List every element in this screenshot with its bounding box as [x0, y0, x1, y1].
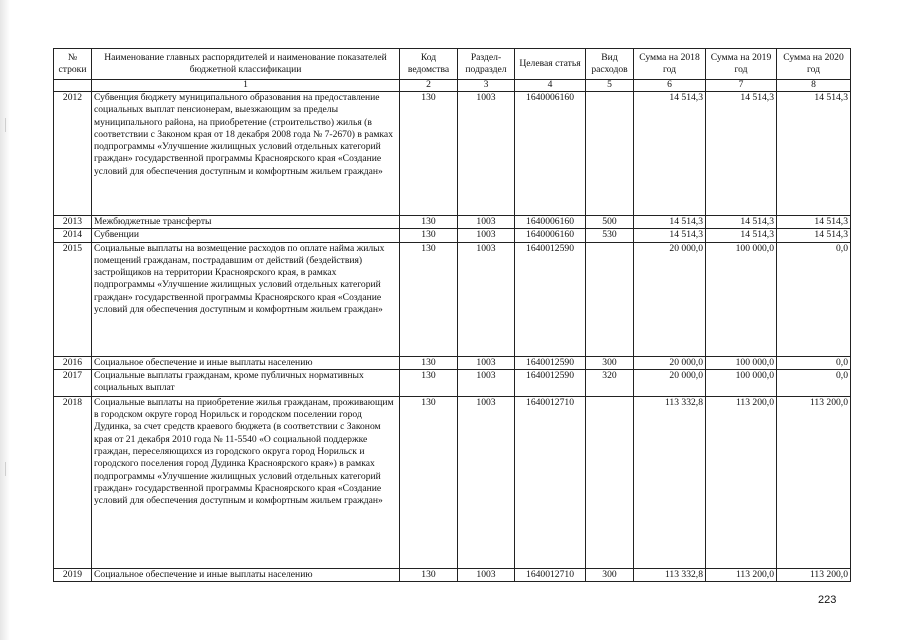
column-number: 6	[634, 80, 706, 92]
cell-sum-2019: 113 200,0	[706, 396, 777, 568]
cell-section: 1003	[458, 568, 515, 581]
cell-sum-2018: 14 514,3	[634, 216, 706, 229]
cell-sum-2019: 14 514,3	[706, 216, 777, 229]
cell-sum-2018: 20 000,0	[634, 369, 706, 396]
cell-line-number: 2012	[54, 92, 92, 216]
cell-dept-code: 130	[400, 216, 458, 229]
column-number: 5	[586, 80, 634, 92]
cell-line-number: 2019	[54, 568, 92, 581]
cell-dept-code: 130	[400, 356, 458, 369]
column-number: 2	[400, 80, 458, 92]
cell-expense-type: 320	[586, 369, 634, 396]
cell-line-number: 2014	[54, 229, 92, 242]
cell-line-number: 2015	[54, 242, 92, 356]
cell-dept-code: 130	[400, 396, 458, 568]
header-dept-code: Код ведомства	[400, 49, 458, 80]
cell-line-number: 2013	[54, 216, 92, 229]
table-row	[54, 242, 851, 356]
column-number: 3	[458, 80, 515, 92]
column-number	[54, 80, 92, 92]
header-line-number: № строки	[54, 49, 92, 80]
cell-target-article: 1640012590	[515, 242, 586, 356]
cell-sum-2020: 0,0	[777, 242, 851, 356]
header-sum-2020: Сумма на 2020 год	[777, 49, 851, 80]
cell-target-article: 1640006160	[515, 92, 586, 216]
cell-section: 1003	[458, 356, 515, 369]
cell-expense-type	[586, 92, 634, 216]
cell-name: Социальные выплаты на возмещение расходов по оплате найма жилых помещений гражданам, пострадавшим от действий (бездействия) застройщиков на территории Красноярского края, в рамках подпрограммы «Улучшение жилищных условий отдельных категорий граждан» государственной программы Красноярского края «Создание условий для обеспечения доступным и комфортным жильем граждан»	[92, 242, 400, 356]
header-row	[54, 49, 851, 80]
cell-section: 1003	[458, 92, 515, 216]
scan-mark	[5, 462, 6, 476]
cell-sum-2019: 100 000,0	[706, 356, 777, 369]
table-row	[54, 92, 851, 216]
cell-sum-2019: 14 514,3	[706, 229, 777, 242]
header-section: Раздел-подраздел	[458, 49, 515, 80]
table-row	[54, 369, 851, 396]
header-expense-type: Вид расходов	[586, 49, 634, 80]
table-row	[54, 396, 851, 568]
page-number: 223	[818, 594, 837, 606]
cell-line-number: 2016	[54, 356, 92, 369]
cell-sum-2020: 113 200,0	[777, 568, 851, 581]
header-sum-2018: Сумма на 2018 год	[634, 49, 706, 80]
column-number: 8	[777, 80, 851, 92]
cell-section: 1003	[458, 369, 515, 396]
column-number: 4	[515, 80, 586, 92]
cell-expense-type: 500	[586, 216, 634, 229]
cell-sum-2018: 14 514,3	[634, 92, 706, 216]
cell-sum-2018: 14 514,3	[634, 229, 706, 242]
cell-sum-2018: 113 332,8	[634, 396, 706, 568]
budget-table	[53, 48, 851, 582]
scan-mark	[5, 118, 6, 132]
cell-expense-type: 300	[586, 568, 634, 581]
column-number: 1	[92, 80, 400, 92]
cell-target-article: 1640006160	[515, 229, 586, 242]
cell-dept-code: 130	[400, 369, 458, 396]
table-row	[54, 216, 851, 229]
cell-sum-2018: 20 000,0	[634, 242, 706, 356]
header-name: Наименование главных распорядителей и наименование показателей бюджетной классификации	[92, 49, 400, 80]
header-target-article: Целевая статья	[515, 49, 586, 80]
cell-sum-2019: 100 000,0	[706, 242, 777, 356]
cell-expense-type: 530	[586, 229, 634, 242]
cell-section: 1003	[458, 242, 515, 356]
cell-line-number: 2018	[54, 396, 92, 568]
cell-sum-2020: 113 200,0	[777, 396, 851, 568]
cell-sum-2019: 100 000,0	[706, 369, 777, 396]
cell-sum-2018: 20 000,0	[634, 356, 706, 369]
cell-dept-code: 130	[400, 229, 458, 242]
cell-section: 1003	[458, 229, 515, 242]
column-number: 7	[706, 80, 777, 92]
cell-section: 1003	[458, 216, 515, 229]
table-row	[54, 356, 851, 369]
cell-dept-code: 130	[400, 92, 458, 216]
cell-target-article: 1640012590	[515, 356, 586, 369]
cell-sum-2020: 0,0	[777, 369, 851, 396]
cell-name: Субвенция бюджету муниципального образования на предоставление социальных выплат пенсионерам, выезжающим за пределы муниципального района, на приобретение (строительство) жилья (в соответствии с Законом края от 18 декабря 2008 года № 7-2670) в рамках подпрограммы «Улучшение жилищных условий отдельных категорий граждан» государственной программы Красноярского края «Создание условий для обеспечения доступным и комфортным жильем граждан»	[92, 92, 400, 216]
cell-sum-2020: 14 514,3	[777, 229, 851, 242]
cell-target-article: 1640012710	[515, 568, 586, 581]
scan-edge-shadow	[0, 0, 10, 640]
cell-name: Межбюджетные трансферты	[92, 216, 400, 229]
cell-name: Субвенции	[92, 229, 400, 242]
cell-section: 1003	[458, 396, 515, 568]
table-row	[54, 229, 851, 242]
cell-name: Социальные выплаты гражданам, кроме публичных нормативных социальных выплат	[92, 369, 400, 396]
cell-sum-2019: 113 200,0	[706, 568, 777, 581]
cell-sum-2020: 14 514,3	[777, 216, 851, 229]
table-row	[54, 568, 851, 581]
cell-sum-2019: 14 514,3	[706, 92, 777, 216]
cell-line-number: 2017	[54, 369, 92, 396]
cell-name: Социальное обеспечение и иные выплаты населению	[92, 568, 400, 581]
cell-sum-2018: 113 332,8	[634, 568, 706, 581]
cell-expense-type	[586, 242, 634, 356]
cell-target-article: 1640012590	[515, 369, 586, 396]
cell-expense-type: 300	[586, 356, 634, 369]
cell-dept-code: 130	[400, 242, 458, 356]
cell-name: Социальное обеспечение и иные выплаты населению	[92, 356, 400, 369]
cell-dept-code: 130	[400, 568, 458, 581]
column-number-row	[54, 80, 851, 92]
header-sum-2019: Сумма на 2019 год	[706, 49, 777, 80]
cell-expense-type	[586, 396, 634, 568]
cell-target-article: 1640012710	[515, 396, 586, 568]
cell-name: Социальные выплаты на приобретение жилья гражданам, проживающим в городском округе город Норильск и городском поселении город Дудинка, за счет средств краевого бюджета (в соответствии с Законом края от 21 декабря 2010 года № 11-5540 «О социальной поддержке граждан, переселяющихся из городского округа город Норильск и городского поселения город Дудинка Красноярского края») в рамках подпрограммы «Улучшение жилищных условий отдельных категорий граждан» государственной программы Красноярского края «Создание условий для обеспечения доступным и комфортным жильем граждан»	[92, 396, 400, 568]
cell-target-article: 1640006160	[515, 216, 586, 229]
cell-sum-2020: 0,0	[777, 356, 851, 369]
cell-sum-2020: 14 514,3	[777, 92, 851, 216]
